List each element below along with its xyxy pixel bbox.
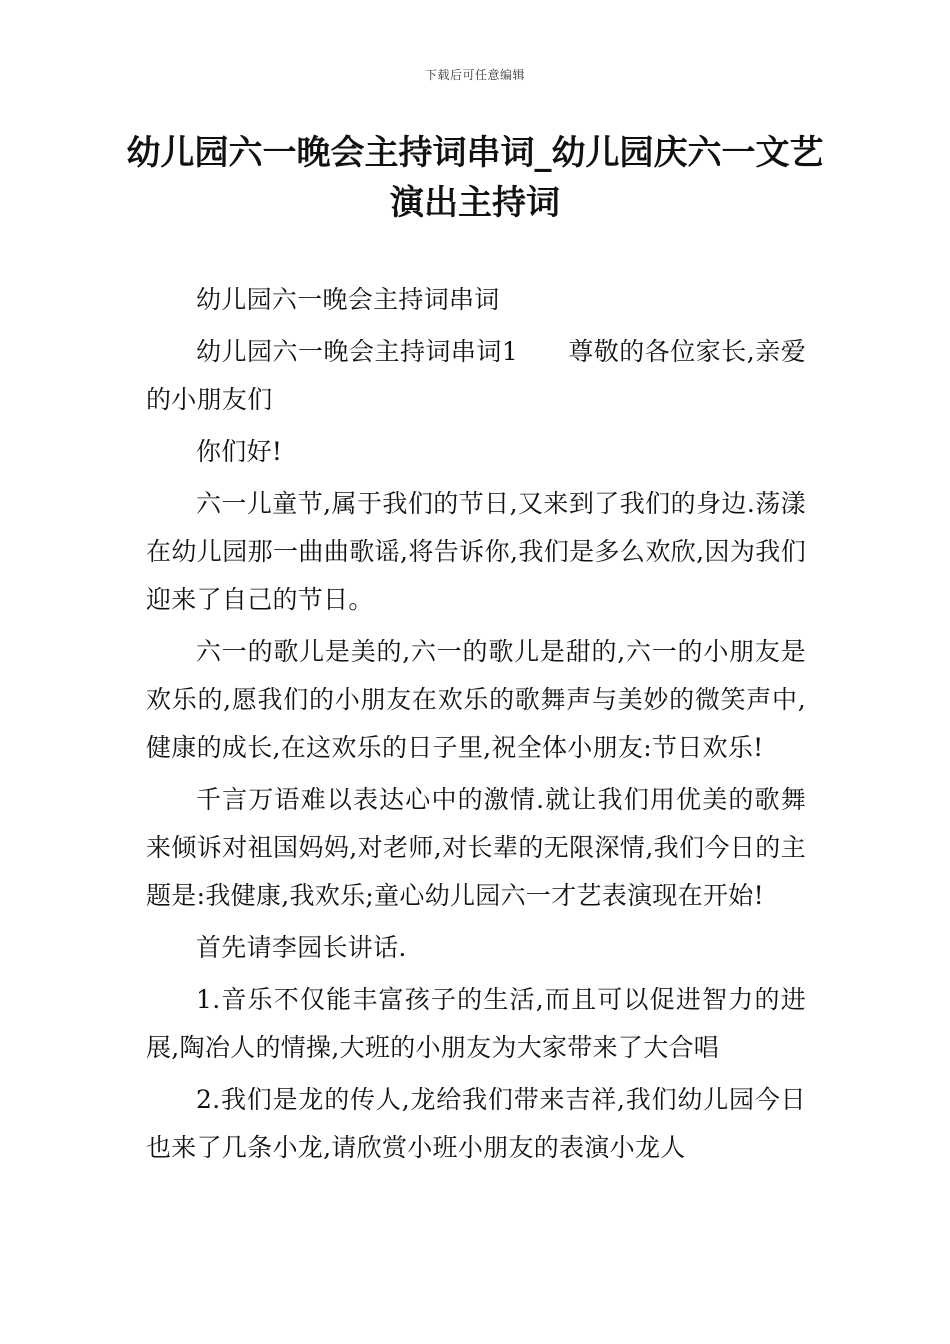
paragraph-item: 1.音乐不仅能丰富孩子的生活,而且可以促进智力的进展,陶冶人的情操,大班的小朋友为大家带来了大合唱 — [146, 985, 806, 1062]
document-body — [146, 276, 806, 1176]
download-note: 下载后可任意编辑 — [424, 68, 525, 82]
paragraph-body: 千言万语难以表达心中的激情.就让我们用优美的歌舞来倾诉对祖国妈妈,对老师,对长辈的无限深情,我们今日的主题是:我健康,我欢乐;童心幼儿园六一才艺表演现在开始! — [146, 785, 806, 910]
paragraph-section-heading — [146, 328, 806, 424]
paragraph-hello: 你们好! — [196, 437, 283, 466]
section-heading-text: 幼儿园六一晚会主持词串词1 — [196, 337, 519, 366]
paragraph-body: 首先请李园长讲话. — [196, 933, 407, 962]
paragraph-subtitle: 幼儿园六一晚会主持词串词 — [196, 285, 500, 314]
paragraph-body: 六一儿童节,属于我们的节日,又来到了我们的身边.荡漾在幼儿园那一曲曲歌谣,将告诉你,我们是多么欢欣,因为我们迎来了自己的节日。 — [146, 489, 806, 614]
document-title: 幼儿园六一晚会主持词串词_幼儿园庆六一文艺演出主持词 — [126, 133, 824, 223]
paragraph-item: 2.我们是龙的传人,龙给我们带来吉祥,我们幼儿园今日也来了几条小龙,请欣赏小班小朋友的表演小龙人 — [146, 1085, 806, 1162]
paragraph-body: 六一的歌儿是美的,六一的歌儿是甜的,六一的小朋友是欢乐的,愿我们的小朋友在欢乐的歌舞声与美妙的微笑声中,健康的成长,在这欢乐的日子里,祝全体小朋友:节日欢乐! — [146, 637, 806, 762]
greeting-text: 尊敬的各位家长,亲爱的小朋友们 — [146, 337, 806, 414]
